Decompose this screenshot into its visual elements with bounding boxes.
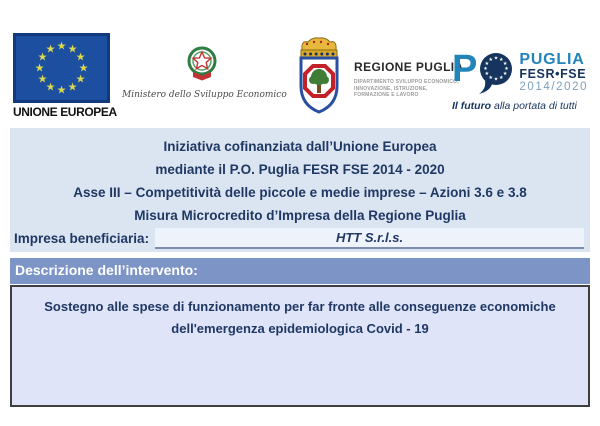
svg-text:★: ★ [504, 66, 510, 72]
svg-text:★: ★ [499, 56, 504, 63]
svg-text:★: ★ [45, 42, 56, 56]
description-box [10, 285, 590, 407]
info-line-4: Misura Microcredito d’Impresa della Regione Puglia [134, 208, 466, 223]
svg-text:★: ★ [45, 80, 56, 94]
po-name: PUGLIA [519, 51, 585, 68]
svg-text:★: ★ [499, 75, 504, 82]
ministero-logo [122, 40, 287, 100]
po-letter-p: P [452, 48, 477, 90]
svg-text:★: ★ [37, 50, 48, 64]
svg-text:★: ★ [56, 83, 67, 97]
beneficiary-field [155, 228, 584, 249]
italy-emblem-icon [178, 40, 226, 88]
beneficiary-label: Impresa beneficiaria: [14, 231, 150, 246]
svg-text:★: ★ [67, 42, 78, 56]
svg-text:★: ★ [37, 72, 48, 86]
svg-text:★: ★ [75, 50, 86, 64]
svg-text:★: ★ [67, 80, 78, 94]
po-text-column [519, 52, 588, 94]
svg-text:★: ★ [75, 72, 86, 86]
regione-puglia-logo [293, 36, 464, 114]
description-text: Sostegno alle spese di funzionamento per far fronte alle conseguenze economiche dell'emergenza epidemiologica Covid - 19 [44, 299, 556, 336]
svg-text:★: ★ [56, 39, 67, 53]
po-stars-circle-icon [477, 52, 515, 96]
svg-text:★: ★ [488, 75, 494, 82]
info-line-1: Iniziativa cofinanziata dall’Unione Europea [163, 139, 437, 154]
eu-flag-logo [13, 33, 117, 119]
svg-text:★: ★ [494, 55, 499, 62]
regione-puglia-department [354, 79, 464, 99]
po-funds: FESR•FSE [519, 67, 587, 81]
svg-text:★: ★ [503, 60, 508, 67]
svg-text:★: ★ [488, 56, 494, 63]
eu-flag-icon [13, 33, 110, 103]
svg-text:★: ★ [34, 61, 45, 75]
svg-text:★: ★ [483, 66, 489, 72]
svg-text:★: ★ [485, 60, 490, 67]
po-tagline [452, 100, 594, 112]
info-line-2: mediante il P.O. Puglia FESR FSE 2014 - 2020 [155, 162, 445, 177]
ministero-label: Ministero dello Sviluppo Economico [122, 90, 287, 100]
department-line: INNOVAZIONE, ISTRUZIONE, [354, 85, 428, 92]
department-line: DIPARTIMENTO SVILUPPO ECONOMICO, [354, 79, 459, 85]
svg-text:★: ★ [494, 76, 499, 83]
beneficiary-value: HTT S.r.l.s. [335, 230, 404, 245]
puglia-shield-icon [293, 36, 345, 114]
po-years: 2014/2020 [519, 81, 589, 93]
svg-text:★: ★ [78, 61, 89, 75]
po-tagline-bold: Il futuro [452, 100, 492, 112]
svg-text:★: ★ [485, 71, 490, 78]
eu-flag-label: UNIONE EUROPEA [13, 105, 117, 119]
info-box [10, 128, 590, 252]
description-header: Descrizione dell’intervento: [10, 258, 590, 284]
info-line-3: Asse III – Competitività delle piccole e medie imprese – Azioni 3.6 e 3.8 [73, 185, 527, 200]
svg-text:★: ★ [503, 71, 508, 78]
po-tagline-rest: alla portata di tutti [491, 100, 577, 112]
regione-puglia-title: REGIONE PUGLIA [354, 60, 464, 74]
po-puglia-logo [452, 48, 594, 112]
department-line: FORMAZIONE E LAVORO [354, 92, 419, 98]
po-logo-row [452, 48, 594, 96]
regione-puglia-text [354, 60, 464, 114]
beneficiary-row [10, 228, 590, 249]
